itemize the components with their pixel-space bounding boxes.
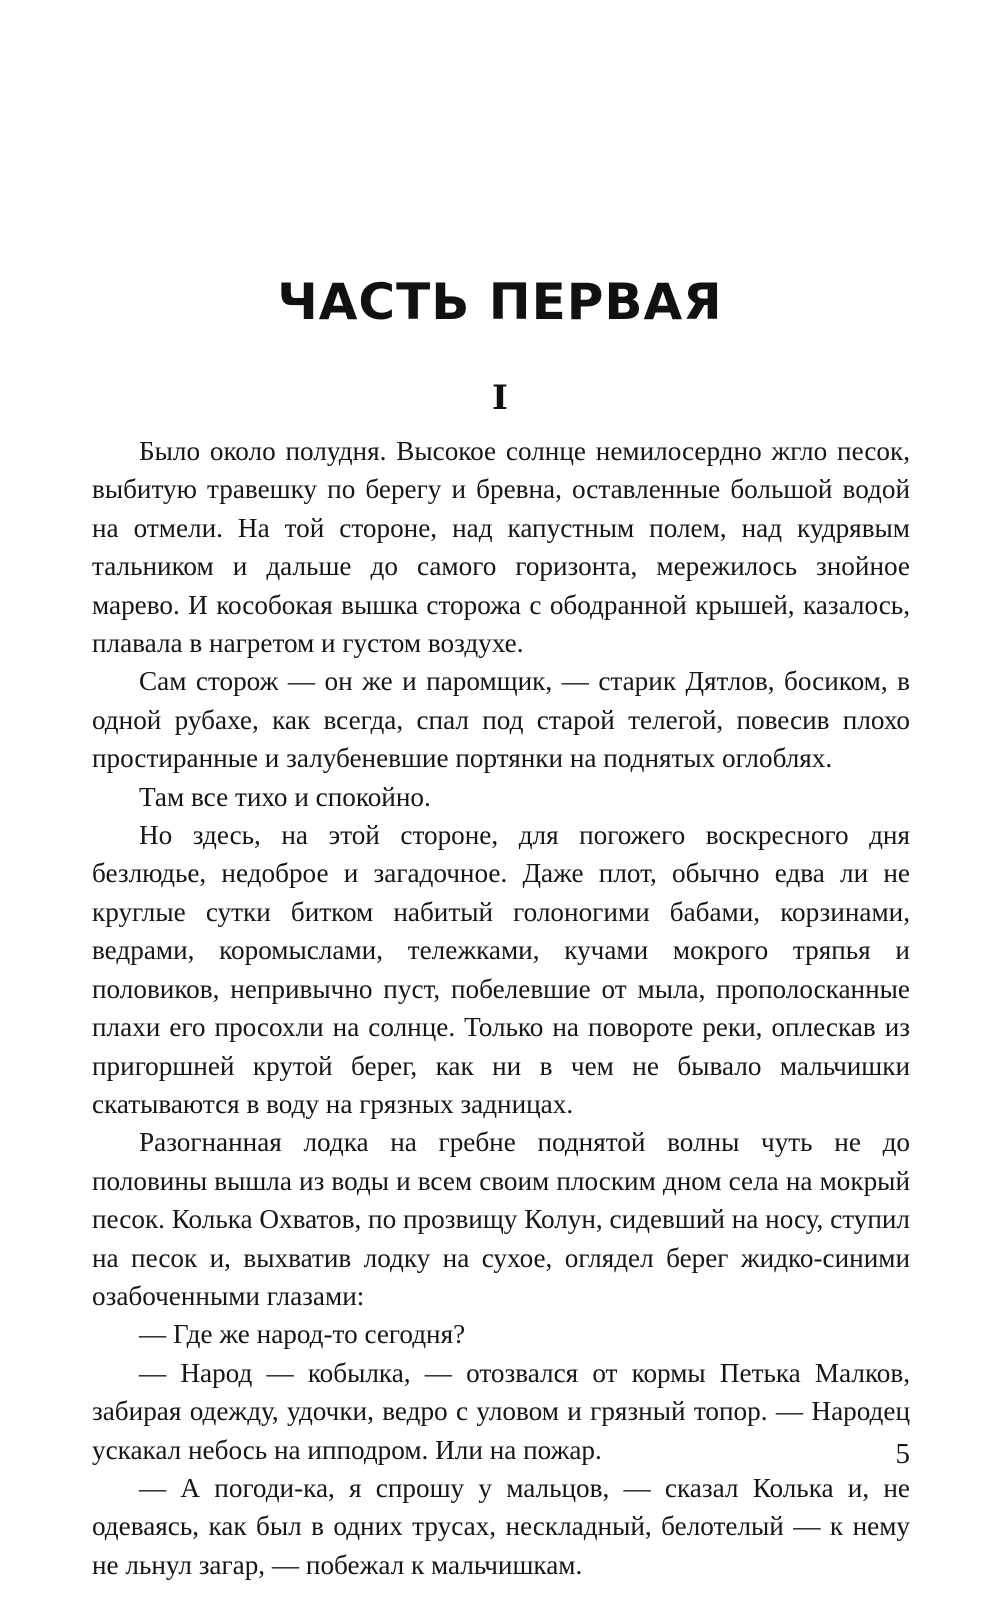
paragraph: — Где же народ-то сегодня? bbox=[139, 1319, 466, 1350]
paragraph: Там все тихо и спокойно. bbox=[139, 781, 431, 812]
paragraph: Но здесь, на этой стороне, для погожего воскресного дня безлюдье, недоброе и загадочное. Даже плот, обычно едва ли не круглые сутки битком набитый голоногими бабами, корзинами, ведрами, коромыслами, тележками, кучами мокрого тряпья и половиков, непривычно пуст, побелевшие от мыла, прополосканные плахи его просохли на солнце. Только на повороте реки, оплескав из пригоршней крутой берег, как ни в чем не бывало мальчишки скатываются в воду на грязных задницах. bbox=[92, 820, 910, 1119]
page-number: 5 bbox=[895, 1438, 910, 1470]
paragraph: Сам сторож — он же и паромщик, — старик Дятлов, босиком, в одной рубахе, как всегда, спал под старой телегой, повесив плохо простиранные и залубеневшие портянки на поднятых оглоблях. bbox=[92, 666, 910, 774]
body-text bbox=[92, 432, 910, 1584]
chapter-number: I bbox=[492, 378, 508, 418]
paragraph: — Народ — кобылка, — отозвался от кормы Петька Малков, забирая одежду, удочки, ведро с уловом и грязный топор. — Народец ускакал небось на ипподром. Или на пожар. bbox=[92, 1357, 910, 1465]
paragraph: — А погоди-ка, я спрошу у мальцов, — сказал Колька и, не одеваясь, как был в одних трусах, нескладный, белотелый — к нему не льнул загар, — побежал к мальчишкам. bbox=[92, 1472, 910, 1580]
part-title: ЧАСТЬ ПЕРВАЯ bbox=[277, 273, 723, 331]
paragraph: Разогнанная лодка на гребне поднятой волны чуть не до половины вышла из воды и всем своим плоским дном села на мокрый песок. Колька Охватов, по прозвищу Колун, сидевший на носу, ступил на песок и, выхватив лодку на сухое, оглядел берег жидко-синими озабоченными глазами: bbox=[92, 1127, 910, 1311]
paragraph: Было около полудня. Высокое солнце немилосердно жгло песок, выбитую травешку по берегу и бревна, оставленные большой водой на отмели. На той стороне, над капустным полем, над кудрявым тальником и дальше до самого горизонта, мережилось знойное марево. И кособокая вышка сторожа с ободранной крышей, казалось, плавала в нагретом и густом воздухе. bbox=[92, 436, 910, 659]
